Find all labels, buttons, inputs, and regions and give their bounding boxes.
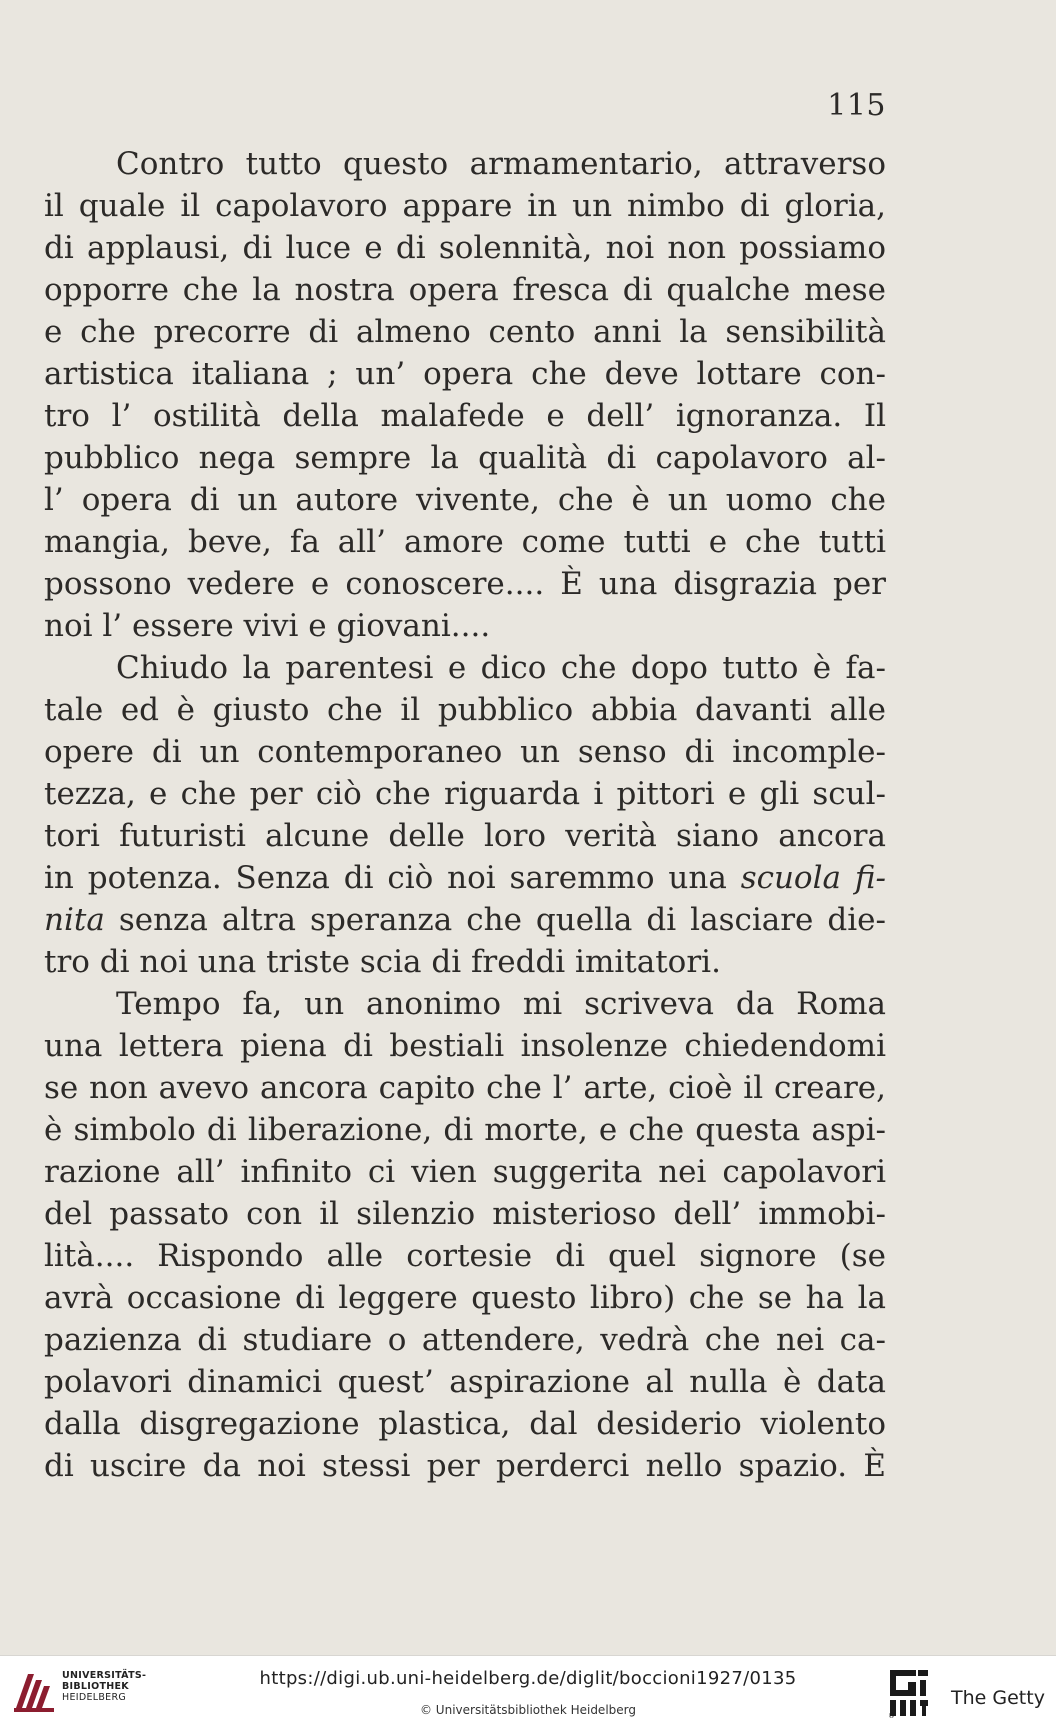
line-text: artistica italiana ; un’ opera che deve lottare con- — [44, 356, 886, 392]
text-line — [44, 269, 886, 311]
line-text: possono vedere e conoscere.... È una disgrazia per — [44, 566, 886, 602]
line-text: Chiudo la parentesi e dico che dopo tutto è fa- — [116, 650, 886, 686]
italic-text: scuola fi- — [740, 860, 886, 896]
library-name-line-3: HEIDELBERG — [62, 1692, 127, 1703]
line-text: tori futuristi alcune delle loro verità siano ancora — [44, 818, 886, 854]
text-line — [44, 437, 886, 479]
line-text: se non avevo ancora capito che l’ arte, cioè il creare, — [44, 1070, 886, 1106]
text-line — [44, 395, 886, 437]
line-text: Contro tutto questo armamentario, attraverso — [116, 146, 886, 182]
line-text: noi l’ essere vivi e giovani.... — [44, 608, 491, 644]
text-line — [44, 185, 886, 227]
line-text: l’ opera di un autore vivente, che è un uomo che — [44, 482, 886, 518]
line-text: di uscire da noi stessi per perderci nello spazio. È — [44, 1448, 886, 1484]
registered-mark: ® — [888, 1712, 895, 1718]
line-text: Tempo fa, un anonimo mi scriveva da Roma — [116, 986, 886, 1022]
text-line — [44, 1445, 886, 1487]
text-line — [44, 815, 886, 857]
text-line — [44, 689, 886, 731]
line-text: tale ed è giusto che il pubblico abbia davanti alle — [44, 692, 886, 728]
line-text: e che precorre di almeno cento anni la sensibilità — [44, 314, 886, 350]
line-text: pubblico nega sempre la qualità di capolavoro al- — [44, 440, 886, 476]
text-line — [44, 1025, 886, 1067]
line-text: mangia, beve, fa all’ amore come tutti e che tutti — [44, 524, 886, 560]
text-line — [44, 563, 886, 605]
text-line — [44, 857, 886, 899]
text-line — [44, 521, 886, 563]
line-text: lità.... Rispondo alle cortesie di quel signore (se — [44, 1238, 886, 1274]
line-text: una lettera piena di bestiali insolenze chiedendomi — [44, 1028, 886, 1064]
text-line — [44, 1067, 886, 1109]
text-line — [44, 983, 886, 1025]
getty-label: The Getty — [951, 1687, 1045, 1709]
text-line — [44, 1193, 886, 1235]
library-name-line-2: BIBLIOTHEK — [62, 1681, 129, 1692]
source-url-link[interactable]: https://digi.ub.uni-heidelberg.de/diglit/boccioni1927/0135 — [259, 1668, 797, 1689]
text-line — [44, 353, 886, 395]
text-line — [44, 311, 886, 353]
text-line — [44, 1319, 886, 1361]
text-line — [44, 773, 886, 815]
text-line — [44, 1403, 886, 1445]
line-text: di applausi, di luce e di solennità, noi non possiamo — [44, 230, 886, 266]
page-number: 115 — [827, 88, 886, 123]
text-line — [44, 143, 886, 185]
line-text: polavori dinamici quest’ aspirazione al nulla è data — [44, 1364, 886, 1400]
line-text: del passato con il silenzio misterioso dell’ immobi- — [44, 1196, 886, 1232]
line-text: senza altra speranza che quella di lasciare die- — [104, 902, 886, 938]
digitization-footer — [0, 1655, 1056, 1733]
text-line — [44, 1361, 886, 1403]
text-line — [44, 899, 886, 941]
line-text: opere di un contemporaneo un senso di incomple- — [44, 734, 886, 770]
line-text: è simbolo di liberazione, di morte, e che questa aspi- — [44, 1112, 886, 1148]
line-text: in potenza. Senza di ciò noi saremmo una — [44, 860, 741, 896]
text-line — [44, 1151, 886, 1193]
line-text: avrà occasione di leggere questo libro) che se ha la — [44, 1280, 886, 1316]
line-text: tro l’ ostilità della malafede e dell’ ignoranza. Il — [44, 398, 886, 434]
text-line — [44, 479, 886, 521]
line-text: il quale il capolavoro appare in un nimbo di gloria, — [44, 188, 886, 224]
line-text: tro di noi una triste scia di freddi imitatori. — [44, 944, 721, 980]
text-line — [44, 731, 886, 773]
library-name-line-1: UNIVERSITÄTS- — [62, 1670, 147, 1681]
line-text: dalla disgregazione plastica, dal desiderio violento — [44, 1406, 886, 1442]
copyright-notice: © Universitätsbibliothek Heidelberg — [419, 1703, 636, 1717]
text-line — [44, 1109, 886, 1151]
text-line — [44, 1235, 886, 1277]
getty-logo-icon — [888, 1668, 930, 1718]
line-text: pazienza di studiare o attendere, vedrà che nei ca- — [44, 1322, 886, 1358]
text-line — [44, 605, 886, 647]
italic-text: nita — [44, 902, 105, 938]
line-text: razione all’ infinito ci vien suggerita nei capolavori — [44, 1154, 886, 1190]
line-text: opporre che la nostra opera fresca di qualche mese — [44, 272, 886, 308]
text-line — [44, 227, 886, 269]
line-text: tezza, e che per ciò che riguarda i pittori e gli scul- — [44, 776, 886, 812]
book-text — [44, 143, 886, 1487]
text-line — [44, 1277, 886, 1319]
text-line — [44, 647, 886, 689]
text-line — [44, 941, 886, 983]
